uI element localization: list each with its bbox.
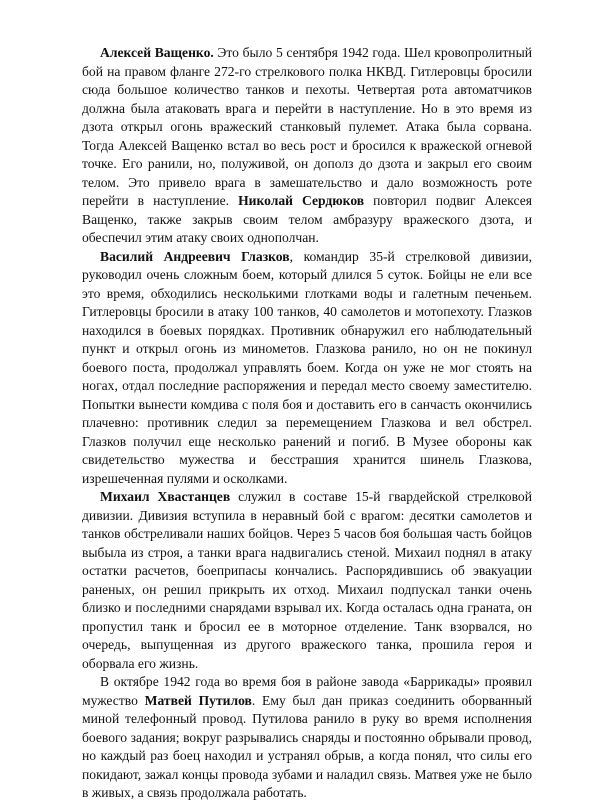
paragraph-text: Это было 5 сентября 1942 года. Шел кровопролитный бой на правом фланге 272-го стрелкового полка НКВД. Гитлеровцы бросили сюда большое количество танков и пехоты. Четвертая рота автоматчиков должна была атаковать врага и перейти в наступление. Но в это время из дзота открыл огонь вражеский станковый пулемет. Атака была сорвана. Тогда Алексей Ващенко встал во весь рост и бросился к вражеской огневой точке. Его ранили, но, полуживой, он дополз до дзота и закрыл его своим телом. Это привело врага в замешательство и дало возможность роте перейти в наступление.	[82, 45, 532, 208]
paragraph-text: . Ему был дан приказ соединить оборванный миной телефонный провод. Путилова ранило в руку во время исполнения боевого задания; вокруг разрывались снаряды и постоянно обрывали провод, но каждый раз боец находил и устранял обрыв, а когда понял, что силы его покидают, зажал концы провода зубами и наладил связь. Матвея уже не было в живых, а связь продолжала работать.	[82, 692, 532, 800]
hero-name-putilov: Матвей Путилов	[144, 692, 252, 708]
document-page	[82, 44, 532, 803]
paragraph-text: В октябре 1942 года во время боя в районе завода «Баррикады» проявил мужество	[82, 674, 532, 708]
paragraph-vashchenko	[82, 44, 532, 248]
paragraph-text: , командир 35-й стрелковой дивизии, руководил очень сложным боем, который длился 5 суток. Бойцы не ели все это время, обходились несколькими глотками воды и галетным печеньем. Гитлеровцы бросили в атаку 100 танков, 40 самолетов и мотопехоту. Глазков находился в боевых порядках. Противник обнаружил его наблюдательный пункт и открыл огонь из минометов. Глазкова ранило, но он не покинул боевого поста, продолжал управлять боем. Когда он уже не мог стоять на ногах, отдал последние распоряжения и передал место своему заместителю. Попытки вынести комдива с поля боя и доставить его в санчасть окончились плачевно: противник следил за перемещением Глазкова и вел обстрел. Глазков получил еще несколько ранений и погиб. В Музее обороны как свидетельство мужества и бесстрашия хранится шинель Глазкова, изрешеченная пулями и осколками.	[82, 248, 532, 486]
paragraph-khvastantsev	[82, 488, 532, 673]
hero-name-glazkov: Василий Андреевич Глазков	[100, 248, 290, 264]
hero-name-khvastantsev: Михаил Хвастанцев	[100, 489, 231, 504]
hero-name-vashchenko: Алексей Ващенко.	[100, 45, 214, 60]
paragraph-glazkov	[82, 248, 532, 489]
paragraph-text: повторил подвиг Алексея Ващенко, также закрыв своим телом амбразуру вражеского дзота, и обеспечил этим атаку своих однополчан.	[82, 193, 532, 245]
paragraph-text: служил в составе 15-й гвардейской стрелковой дивизии. Дивизия вступила в неравный бой с врагом: десятки самолетов и танков обстреливали наших бойцов. Через 5 часов боя большая часть бойцов выбыла из строя, а танки врага надвигались стеной. Михаил поднял в атаку остатки расчетов, боеприпасы кончались. Распорядившись об эвакуации раненых, он решил прикрыть их отход. Михаил подпускал танки очень близко и последними снарядами взрывал их. Когда осталась одна граната, он пропустил танк и бросил ее в моторное отделение. Танк взорвался, но очередь, выпущенная из другого вражеского танка, прошила героя и оборвала его жизнь.	[82, 489, 532, 671]
paragraph-putilov	[82, 673, 532, 803]
hero-name-serdyukov: Николай Сердюков	[238, 193, 365, 208]
